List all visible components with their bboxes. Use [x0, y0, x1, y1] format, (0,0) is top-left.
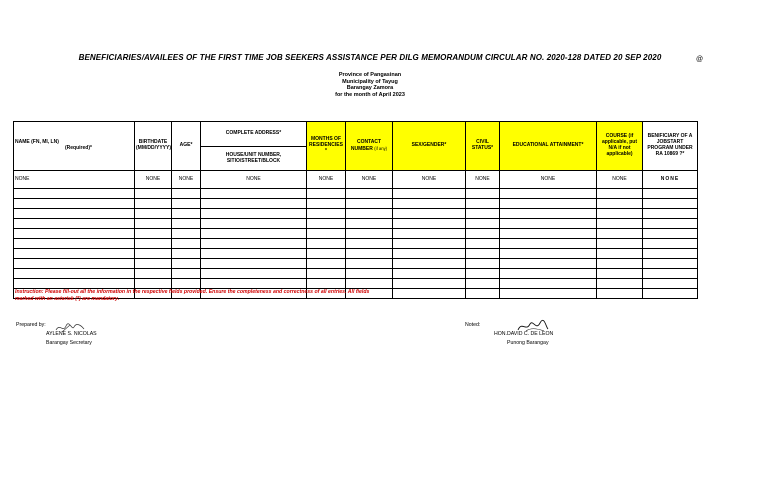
empty-cell[interactable]: [500, 219, 597, 229]
col-education-header: EDUCATIONAL ATTAINMENT*: [500, 122, 597, 171]
empty-cell[interactable]: [500, 209, 597, 219]
empty-cell[interactable]: [172, 189, 201, 199]
empty-cell[interactable]: [643, 239, 698, 249]
empty-cell[interactable]: [597, 189, 643, 199]
empty-cell[interactable]: [393, 269, 466, 279]
period-line: for the month of April 2023: [335, 91, 405, 98]
col-contact-header: CONTACT NUMBER (if any): [346, 122, 393, 171]
empty-cell[interactable]: [346, 279, 393, 289]
empty-cell[interactable]: [135, 209, 172, 219]
empty-cell[interactable]: [393, 189, 466, 199]
empty-cell[interactable]: [500, 289, 597, 299]
table-row: [14, 239, 698, 249]
empty-cell[interactable]: [201, 209, 307, 219]
empty-cell[interactable]: [466, 249, 500, 259]
cell-name[interactable]: NONE: [14, 171, 135, 189]
noted-name: HON.DAVID C. DE LEON: [494, 331, 554, 337]
empty-cell[interactable]: [172, 229, 201, 239]
table-row: [14, 171, 698, 189]
col-course-header: COURSE (if applicable, put N/A if not applicable): [597, 122, 643, 171]
col-birthdate-header: BIRTHDATE (MM/DD/YYYY): [135, 122, 172, 171]
prepared-label: Prepared by:: [16, 322, 46, 328]
empty-cell[interactable]: [307, 229, 346, 239]
empty-cell[interactable]: [393, 289, 466, 299]
empty-cell[interactable]: [14, 209, 135, 219]
empty-cell[interactable]: [500, 239, 597, 249]
empty-cell[interactable]: [135, 249, 172, 259]
noted-position: Punong Barangay: [507, 340, 549, 346]
empty-cell[interactable]: [643, 229, 698, 239]
empty-cell[interactable]: [346, 209, 393, 219]
empty-cell[interactable]: [135, 279, 172, 289]
empty-cell[interactable]: [14, 189, 135, 199]
empty-cell[interactable]: [201, 199, 307, 209]
empty-cell[interactable]: [597, 219, 643, 229]
empty-cell[interactable]: [643, 199, 698, 209]
empty-cell[interactable]: [346, 269, 393, 279]
empty-cell[interactable]: [597, 269, 643, 279]
col-civil-header: CIVIL STATUS*: [466, 122, 500, 171]
empty-cell[interactable]: [466, 239, 500, 249]
cell-months[interactable]: NONE: [307, 171, 346, 189]
empty-cell[interactable]: [500, 269, 597, 279]
empty-cell[interactable]: [201, 229, 307, 239]
empty-cell[interactable]: [597, 239, 643, 249]
prepared-name: AYLENE S. NICOLAS: [46, 331, 97, 337]
table-row: [14, 249, 698, 259]
empty-cell[interactable]: [307, 239, 346, 249]
col-jobstart-header: BENIFICIARY OF A JOBSTART PROGRAM UNDER RA 10869 ?*: [643, 122, 698, 171]
empty-cell[interactable]: [346, 189, 393, 199]
cell-age[interactable]: NONE: [172, 171, 201, 189]
table-row: [14, 199, 698, 209]
empty-cell[interactable]: [201, 259, 307, 269]
empty-cell[interactable]: [466, 229, 500, 239]
empty-cell[interactable]: [500, 189, 597, 199]
empty-cell[interactable]: [307, 209, 346, 219]
province-line: Province of Pangasinan: [338, 72, 402, 78]
cell-education[interactable]: NONE: [500, 171, 597, 189]
document-title: BENEFICIARIES/AVAILEES OF THE FIRST TIME JOB SEEKERS ASSISTANCE PER DILG MEMORANDUM CIRCULAR NO. 2020-128 DATED 20 SEP 2020: [78, 53, 662, 62]
empty-cell[interactable]: [393, 279, 466, 289]
empty-cell[interactable]: [14, 269, 135, 279]
empty-cell[interactable]: [597, 209, 643, 219]
empty-cell[interactable]: [500, 199, 597, 209]
empty-cell[interactable]: [500, 229, 597, 239]
cell-civil[interactable]: NONE: [466, 171, 500, 189]
empty-cell[interactable]: [307, 189, 346, 199]
header-row-1: [14, 122, 698, 147]
col-months-header: MONTHS OF RESIDENCIES *: [307, 122, 346, 171]
empty-cell[interactable]: [307, 269, 346, 279]
col-address-header: COMPLETE ADDRESS*: [201, 122, 307, 147]
empty-cell[interactable]: [643, 289, 698, 299]
empty-cell[interactable]: [135, 199, 172, 209]
empty-cell[interactable]: [14, 199, 135, 209]
empty-cell[interactable]: [466, 259, 500, 269]
empty-cell[interactable]: [466, 189, 500, 199]
empty-cell[interactable]: [466, 199, 500, 209]
corner-mark: @: [696, 56, 704, 63]
table-row: [14, 219, 698, 229]
empty-cell[interactable]: [500, 279, 597, 289]
empty-cell[interactable]: [643, 279, 698, 289]
empty-cell[interactable]: [307, 259, 346, 269]
table-row: [14, 229, 698, 239]
cell-contact[interactable]: NONE: [346, 171, 393, 189]
empty-cell[interactable]: [135, 229, 172, 239]
empty-cell[interactable]: [201, 239, 307, 249]
empty-cell[interactable]: [346, 249, 393, 259]
empty-cell[interactable]: [597, 289, 643, 299]
cell-jobstart[interactable]: NONE: [643, 171, 698, 189]
prepared-position: Barangay Secretary: [46, 340, 92, 346]
barangay-line: Barangay Zamora: [346, 85, 394, 92]
empty-cell[interactable]: [172, 199, 201, 209]
noted-label: Noted:: [465, 322, 481, 328]
empty-cell[interactable]: [14, 219, 135, 229]
empty-cell[interactable]: [307, 279, 346, 289]
empty-cell[interactable]: [466, 279, 500, 289]
empty-cell[interactable]: [346, 199, 393, 209]
table-row: [14, 209, 698, 219]
empty-cell[interactable]: [466, 269, 500, 279]
empty-cell[interactable]: [307, 199, 346, 209]
municipality-line: Municipality of Tayug: [342, 78, 398, 85]
col-name-header: NAME (FN, MI, LN) (Required)*: [14, 122, 135, 171]
cell-course[interactable]: NONE: [597, 171, 643, 189]
cell-birthdate[interactable]: NONE: [135, 171, 172, 189]
empty-cell[interactable]: [393, 199, 466, 209]
beneficiaries-table: [13, 121, 698, 299]
empty-cell[interactable]: [172, 269, 201, 279]
empty-cell[interactable]: [643, 219, 698, 229]
empty-cell[interactable]: [135, 259, 172, 269]
instruction-text: Instruction: Please fill-out all the information in the respective fields provided. Ensure the completeness and correctness of all entries. All fields marked with an asterisk (*) are mandatory.: [15, 289, 370, 302]
cell-address[interactable]: NONE: [201, 171, 307, 189]
empty-cell[interactable]: [597, 229, 643, 239]
location-header: [260, 72, 480, 98]
empty-cell[interactable]: [643, 249, 698, 259]
empty-cell[interactable]: [135, 239, 172, 249]
empty-cell[interactable]: [346, 229, 393, 239]
empty-cell[interactable]: [643, 259, 698, 269]
col-address-sub-header: HOUSE/UNIT NUMBER, SITIO/STREET/BLOCK: [201, 147, 307, 171]
empty-cell[interactable]: [466, 219, 500, 229]
empty-cell[interactable]: [466, 209, 500, 219]
empty-cell[interactable]: [135, 219, 172, 229]
table-row: [14, 269, 698, 279]
empty-cell[interactable]: [500, 249, 597, 259]
cell-sex[interactable]: NONE: [393, 171, 466, 189]
empty-cell[interactable]: [172, 209, 201, 219]
empty-cell[interactable]: [201, 269, 307, 279]
col-sex-header: SEX/GENDER*: [393, 122, 466, 171]
empty-cell[interactable]: [14, 229, 135, 239]
empty-cell[interactable]: [643, 189, 698, 199]
table-row: [14, 259, 698, 269]
empty-cell[interactable]: [393, 259, 466, 269]
empty-cell[interactable]: [393, 249, 466, 259]
empty-cell[interactable]: [393, 209, 466, 219]
empty-cell[interactable]: [201, 189, 307, 199]
empty-cell[interactable]: [14, 249, 135, 259]
empty-cell[interactable]: [393, 229, 466, 239]
empty-cell[interactable]: [346, 239, 393, 249]
empty-cell[interactable]: [307, 249, 346, 259]
empty-cell[interactable]: [466, 289, 500, 299]
empty-cell[interactable]: [135, 189, 172, 199]
empty-cell[interactable]: [201, 279, 307, 289]
empty-cell[interactable]: [500, 259, 597, 269]
empty-cell[interactable]: [393, 219, 466, 229]
empty-cell[interactable]: [172, 219, 201, 229]
empty-cell[interactable]: [393, 239, 466, 249]
empty-cell[interactable]: [307, 219, 346, 229]
empty-cell[interactable]: [14, 279, 135, 289]
empty-cell[interactable]: [597, 199, 643, 209]
empty-cell[interactable]: [172, 239, 201, 249]
empty-cell[interactable]: [14, 239, 135, 249]
empty-cell[interactable]: [346, 219, 393, 229]
table-row: [14, 189, 698, 199]
empty-cell[interactable]: [597, 259, 643, 269]
empty-cell[interactable]: [643, 269, 698, 279]
empty-cell[interactable]: [135, 269, 172, 279]
table-row: [14, 279, 698, 289]
empty-cell[interactable]: [172, 279, 201, 289]
empty-cell[interactable]: [643, 209, 698, 219]
empty-cell[interactable]: [201, 219, 307, 229]
empty-cell[interactable]: [597, 279, 643, 289]
col-age-header: AGE*: [172, 122, 201, 171]
empty-cell[interactable]: [597, 249, 643, 259]
empty-cell[interactable]: [346, 259, 393, 269]
empty-cell[interactable]: [172, 249, 201, 259]
empty-cell[interactable]: [14, 259, 135, 269]
empty-cell[interactable]: [172, 259, 201, 269]
empty-cell[interactable]: [201, 249, 307, 259]
